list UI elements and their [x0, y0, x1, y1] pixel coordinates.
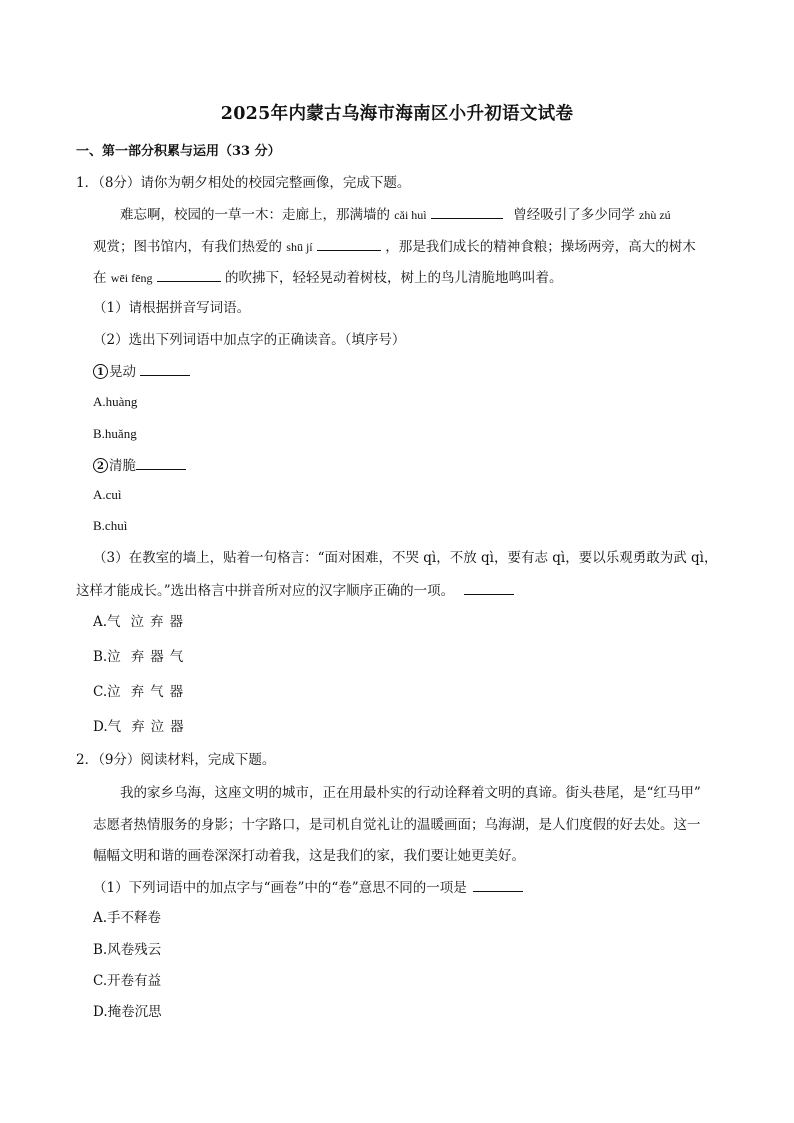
question-1-stem: 1．（8分）请你为朝夕相处的校园完整画像，完成下题。 — [76, 175, 411, 191]
q1-passage-line-3 — [93, 267, 563, 288]
circled-number: 2 — [93, 458, 108, 473]
option-b[interactable] — [93, 647, 183, 667]
option-b[interactable]: B.huǎng — [93, 426, 137, 441]
item-word: 清脆 — [109, 458, 136, 474]
option-b[interactable]: B.chuì — [93, 518, 128, 533]
option-char: 气 — [169, 649, 184, 665]
q1-passage-text: 曾经吸引了多少同学 — [513, 207, 635, 223]
q1-sub-question-3-cont — [76, 580, 514, 601]
option-char: A.气 — [93, 614, 121, 630]
option-c[interactable] — [93, 682, 183, 702]
pinyin-weifeng: wēi fēng — [110, 271, 153, 285]
option-char: 气 — [150, 684, 164, 700]
pinyin-zhuzu: zhù zú — [639, 208, 671, 222]
pinyin-caihui: cǎi huì — [394, 208, 427, 222]
answer-blank[interactable] — [136, 455, 186, 470]
answer-blank[interactable] — [140, 361, 190, 376]
option-char: 器 — [169, 614, 184, 630]
option-char: 器 — [169, 684, 184, 700]
answer-blank[interactable] — [431, 204, 503, 219]
q1-passage-line-1 — [120, 204, 671, 225]
question-2-stem: 2．（9分）阅读材料，完成下题。 — [76, 752, 276, 768]
q1-passage-text: 的吹拂下，轻轻晃动着树枝，树上的鸟儿清脆地鸣叫着。 — [225, 270, 563, 286]
option-a[interactable]: A.手不释卷 — [93, 910, 162, 926]
option-char: B.泣 — [93, 649, 121, 665]
pinyin-shuji: shū jí — [286, 240, 313, 254]
answer-blank[interactable] — [473, 877, 523, 892]
q1-sub-question-1: （1）请根据拼音写词语。 — [93, 300, 251, 316]
page-title: 2025年内蒙古乌海市海南区小升初语文试卷 — [220, 104, 574, 124]
q2-passage-line-2: 志愿者热情服务的身影；十字路口，是司机自觉礼让的温暖画面；乌海湖，是人们度假的好去处。这一 — [93, 817, 701, 833]
q1-passage-text: 难忘啊，校园的一草一木：走廊上，那满墙的 — [120, 207, 390, 223]
option-char: 弃 — [130, 684, 145, 700]
option-d[interactable]: D.掩卷沉思 — [93, 1004, 162, 1020]
q2-sub-question-1 — [93, 877, 523, 898]
option-char: 泣 — [130, 614, 145, 630]
q1-passage-text: 观赏；图书馆内，有我们热爱的 — [93, 239, 282, 255]
option-char: 弃 — [131, 719, 145, 735]
answer-blank[interactable] — [317, 236, 381, 251]
option-a[interactable]: A.huàng — [93, 394, 138, 409]
sub-question-text: 这样才能成长。”选出格言中拼音所对应的汉字顺序正确的一项。 — [76, 583, 455, 599]
option-a[interactable]: A.cuì — [93, 487, 122, 502]
option-char: C.泣 — [93, 684, 121, 700]
q1-item-1 — [93, 361, 190, 382]
q2-passage-line-1: 我的家乡乌海，这座文明的城市，正在用最朴实的行动诠释着文明的真谛。街头巷尾，是“红马甲” — [120, 785, 701, 801]
option-a[interactable] — [93, 612, 183, 632]
section-heading: 一、第一部分积累与运用（33 分） — [76, 144, 281, 159]
item-word: 晃动 — [109, 364, 136, 380]
q1-item-2 — [93, 455, 186, 476]
option-char: 弃 — [130, 649, 145, 665]
option-d[interactable] — [93, 717, 184, 737]
q1-passage-text: 在 — [93, 270, 107, 286]
q1-passage-line-2 — [93, 236, 696, 257]
option-char: D.气 — [93, 719, 122, 735]
answer-blank[interactable] — [464, 580, 514, 595]
q2-passage-line-3: 幅幅文明和谐的画卷深深打动着我，这是我们的家，我们要让她更美好。 — [93, 848, 525, 864]
option-char: 弃 — [150, 614, 164, 630]
q1-sub-question-3: （3）在教室的墙上，贴着一句格言：“面对困难，不哭 qì，不放 qì，要有志 qì，要以乐观勇敢为武 qì， — [93, 550, 718, 566]
q1-sub-question-2: （2）选出下列词语中加点字的正确读音。（填序号） — [93, 332, 406, 348]
circled-number: 1 — [93, 364, 108, 379]
sub-question-text: （1）下列词语中的加点字与“画卷”中的“卷”意思不同的一项是 — [93, 880, 467, 896]
q1-passage-text: ，那是我们成长的精神食粮；操场两旁，高大的树木 — [385, 239, 696, 255]
answer-blank[interactable] — [157, 267, 221, 282]
option-c[interactable]: C.开卷有益 — [93, 973, 162, 989]
option-char: 器 — [170, 719, 184, 735]
option-b[interactable]: B.风卷残云 — [93, 942, 162, 958]
option-char: 泣 — [150, 719, 165, 735]
option-char: 器 — [150, 649, 164, 665]
